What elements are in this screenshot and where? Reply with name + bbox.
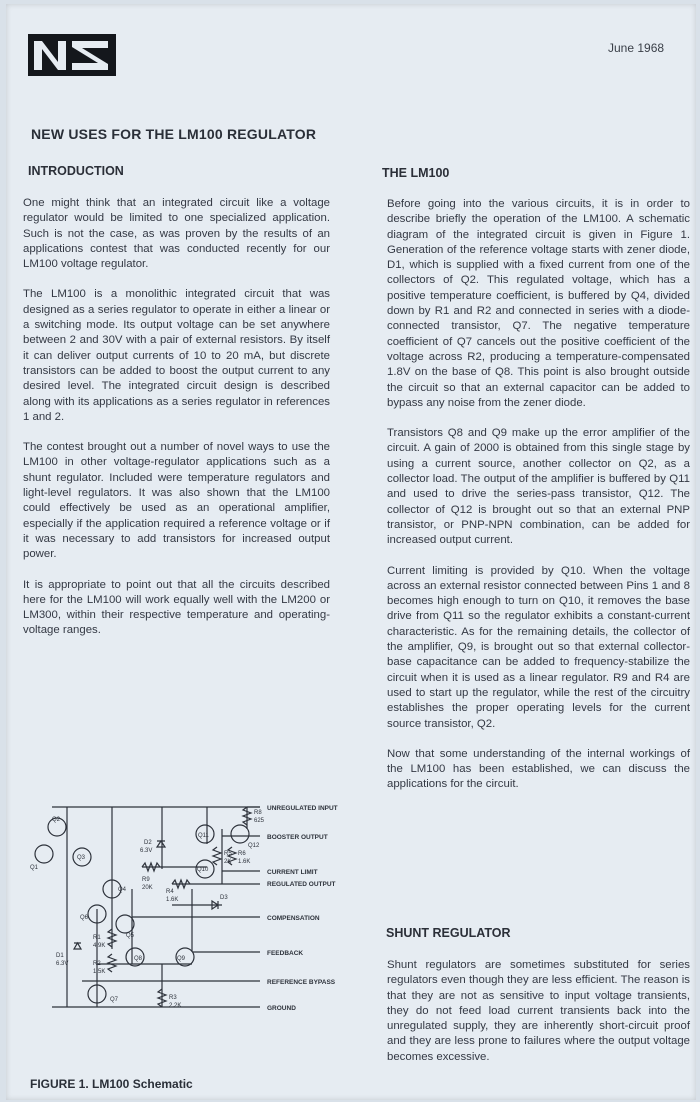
paragraph: Now that some understanding of the internal workings of the LM100 has been established, we can discuss the applications for the circuit. bbox=[387, 747, 690, 791]
component-label: 6.3V bbox=[56, 961, 69, 967]
component-label: 1.6K bbox=[166, 897, 179, 903]
component-label: Q6 bbox=[80, 915, 89, 921]
component-label: Q1 bbox=[30, 865, 39, 871]
component-label: D3 bbox=[220, 895, 228, 901]
paragraph: The contest brought out a number of novel ways to use the LM100 in other voltage-regulator applications such as a shunt regulator. Included were temperature regulators and light-level regulators. It was also shown that the LM100 could effectively be used as an operational amplifier, especially if the application required a reference voltage or if it was necessary to add transistors for increased output power. bbox=[23, 441, 330, 561]
component-label: R3 bbox=[169, 995, 177, 1001]
paragraph: Before going into the various circuits, it is in order to describe briefly the operation of the LM100. A schematic diagram of the integrated circuit is given in Figure 1. Generation of the reference voltage starts with zener diode, D1, which is supplied with a fixed current from one of the collectors of Q2. This regulated voltage, which has a positive temperature coefficient, is buffered by Q4, divided down by R1 and R2 and connected in series with a diode-connected transistor, Q7. The negative temperature coefficient of Q7 cancels out the positive coefficient of the voltage across R2, producing a temperature-compensated 1.8V on the base of Q8. This point is also brought outside the circuit so that an external capacitor can be added to bypass any noise from the zener diode. bbox=[387, 198, 690, 409]
pin-label: BOOSTER OUTPUT bbox=[267, 834, 328, 841]
component-label: Q5 bbox=[126, 933, 135, 939]
paragraph: Current limiting is provided by Q10. When the voltage across an external resistor connected between Pins 1 and 8 becomes high enough to turn on Q10, it removes the base drive from Q11 so the regulator exhibits a constant-current characteristic. As for the remaining details, the collector of the amplifier, Q9, is brought out so that external collector-base capacitance can be added to frequency-stabilize the circuit when it is used as a linear regulator. R9 and R4 are used to start up the regulator, while the rest of the circuitry establishes the proper operating levels for the current source transistor, Q2. bbox=[387, 564, 690, 730]
component-label: 2.2K bbox=[169, 1003, 182, 1009]
component-label: R2 bbox=[93, 961, 101, 967]
component-label: R1 bbox=[93, 935, 101, 941]
figure-caption: FIGURE 1. LM100 Schematic bbox=[30, 1077, 193, 1091]
component-label: D2 bbox=[144, 840, 152, 846]
component-label: R9 bbox=[142, 877, 150, 883]
component-label: Q9 bbox=[177, 956, 186, 962]
component-label: Q10 bbox=[197, 867, 209, 873]
document-page bbox=[6, 4, 696, 1100]
pin-label: GROUND bbox=[267, 1005, 296, 1012]
paragraph: One might think that an integrated circuit like a voltage regulator would be limited to one specialized application. Such is not the case, as was proven by the results of an applications contest that was conducted recently for our LM100 voltage regulator. bbox=[23, 197, 330, 271]
paragraph: Shunt regulators are sometimes substituted for series regulators even though they are less efficient. The reason is that they are not as sensitive to input voltage transients, they do not feed load current transients back into the unregulated supply, they are inherently short-circuit proof and they are less prone to failures where the output voltage becomes excessive. bbox=[387, 959, 690, 1063]
paragraph: Transistors Q8 and Q9 make up the error amplifier of the circuit. A gain of 2000 is obtained from this single stage by using a current source, another collector on Q2, as a collector load. The output of the amplifier is buffered by Q11 and used to drive the series-pass transistor, Q12. The collector of Q12 is brought out so that an external PNP transistor, or PNP-NPN combination, can be added for increased output current. bbox=[387, 427, 690, 547]
introduction-heading: INTRODUCTION bbox=[28, 164, 124, 178]
component-label: Q12 bbox=[248, 843, 260, 849]
component-label: 6.3V bbox=[140, 848, 153, 854]
component-label: Q8 bbox=[134, 956, 143, 962]
page-title: NEW USES FOR THE LM100 REGULATOR bbox=[31, 126, 317, 142]
lm100-schematic bbox=[22, 789, 342, 1024]
introduction-body bbox=[23, 196, 330, 654]
component-label: Q2 bbox=[52, 817, 61, 823]
component-label: Q11 bbox=[198, 833, 209, 839]
lm100-heading: THE LM100 bbox=[382, 166, 450, 180]
component-label: 4.9K bbox=[93, 943, 106, 949]
pin-label: COMPENSATION bbox=[267, 915, 320, 922]
shunt-regulator-heading: SHUNT REGULATOR bbox=[386, 926, 511, 940]
paragraph: It is appropriate to point out that all the circuits described here for the LM100 will work equally well with the LM200 or LM300, within their respective temperature and operating-voltage ranges. bbox=[23, 578, 330, 637]
component-label: Q3 bbox=[77, 855, 86, 861]
component-label: Q4 bbox=[118, 887, 127, 893]
paragraph: The LM100 is a monolithic integrated circuit that was designed as a series regulator to operate in either a linear or a switching mode. Its output voltage can be set anywhere between 2 and 30V with a pair of external resistors. By itself it can deliver output currents of 10 to 20 mA, but discrete transistors can be added to boost the output current to any desired level. The integrated circuit design is described along with its applications as a series regulator in references 1 and 2. bbox=[23, 288, 330, 423]
pin-label: UNREGULATED INPUT bbox=[267, 805, 338, 812]
component-label: 625 bbox=[254, 818, 265, 824]
publication-date: June 1968 bbox=[608, 41, 665, 55]
pin-label: REGULATED OUTPUT bbox=[267, 881, 336, 888]
component-label: R5 bbox=[224, 851, 232, 857]
component-label: R4 bbox=[166, 889, 174, 895]
component-label: 20K bbox=[142, 885, 153, 891]
pin-label: REFERENCE BYPASS bbox=[267, 979, 336, 986]
component-label: D1 bbox=[56, 953, 64, 959]
component-label: R6 bbox=[238, 851, 246, 857]
pin-label: FEEDBACK bbox=[267, 950, 304, 957]
component-label: 1.5K bbox=[93, 969, 106, 975]
shunt-regulator-body bbox=[387, 958, 690, 1080]
pin-label: CURRENT LIMIT bbox=[267, 869, 318, 876]
component-label: R8 bbox=[254, 810, 262, 816]
component-label: 2K bbox=[224, 859, 232, 865]
national-semiconductor-logo bbox=[28, 34, 116, 76]
component-label: Q7 bbox=[110, 997, 119, 1003]
lm100-body bbox=[387, 197, 690, 808]
component-label: 1.6K bbox=[238, 859, 251, 865]
